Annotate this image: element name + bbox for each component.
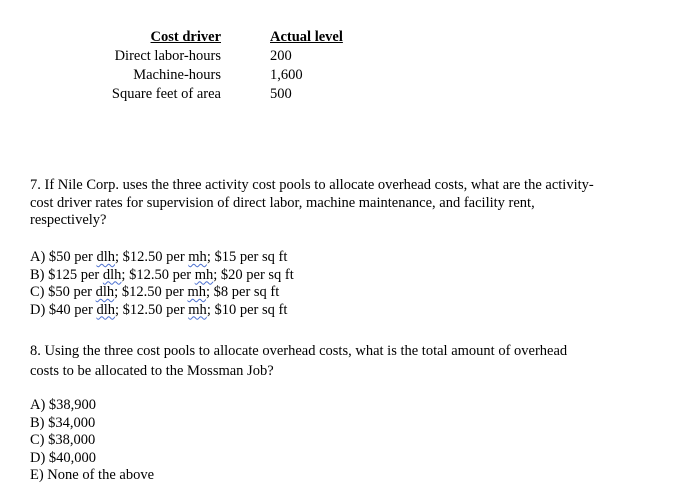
- header-cost-driver: Cost driver: [150, 29, 221, 45]
- q8-option-c: C) $38,000: [30, 432, 96, 448]
- q8-options: [30, 397, 670, 485]
- q7-text-line: respectively?: [30, 212, 107, 228]
- q7-option-b: B) $125 per dlh; $12.50 per mh; $20 per sq ft: [30, 266, 294, 283]
- spellcheck-word: mh: [194, 266, 214, 283]
- driver-direct-labor-hours: Direct labor-hours: [114, 48, 221, 64]
- q7-option-c: C) $50 per dlh; $12.50 per mh; $8 per sq ft: [30, 284, 280, 300]
- spellcheck-word: dlh: [95, 284, 115, 300]
- driver-square-feet: Square feet of area: [111, 86, 221, 102]
- question-8: [30, 341, 670, 381]
- q7-text-line: 7. If Nile Corp. uses the three activity cost pools to allocate overhead costs, what are the activity-: [30, 177, 594, 193]
- q8-option-a: A) $38,900: [30, 397, 97, 413]
- header-actual-level: Actual level: [270, 29, 343, 45]
- level-machine-hours: 1,600: [270, 67, 303, 83]
- q8-text-line: 8. Using the three cost pools to allocate overhead costs, what is the total amount of overhead: [30, 343, 568, 359]
- spellcheck-word: dlh: [96, 301, 115, 318]
- q8-text-line: costs to be allocated to the Mossman Job?: [30, 363, 274, 379]
- q7-options: [30, 249, 670, 319]
- spellcheck-word: mh: [188, 249, 207, 265]
- q8-option-d: D) $40,000: [30, 449, 97, 466]
- q7-option-a: A) $50 per dlh; $12.50 per mh; $15 per sq ft: [30, 249, 288, 265]
- spellcheck-word: mh: [188, 301, 207, 318]
- q7-option-d: D) $40 per dlh; $12.50 per mh; $10 per sq ft: [30, 301, 288, 318]
- level-direct-labor-hours: 200: [270, 48, 292, 64]
- question-7: [30, 177, 670, 230]
- driver-machine-hours: Machine-hours: [133, 67, 221, 83]
- q8-option-b: B) $34,000: [30, 414, 96, 431]
- level-square-feet: 500: [270, 86, 292, 102]
- q7-text-line: cost driver rates for supervision of direct labor, machine maintenance, and facility rent,: [30, 194, 535, 211]
- spellcheck-word: dlh: [102, 266, 122, 283]
- spellcheck-word: mh: [187, 284, 206, 300]
- q8-option-e: E) None of the above: [30, 467, 155, 483]
- spellcheck-word: dlh: [96, 249, 115, 265]
